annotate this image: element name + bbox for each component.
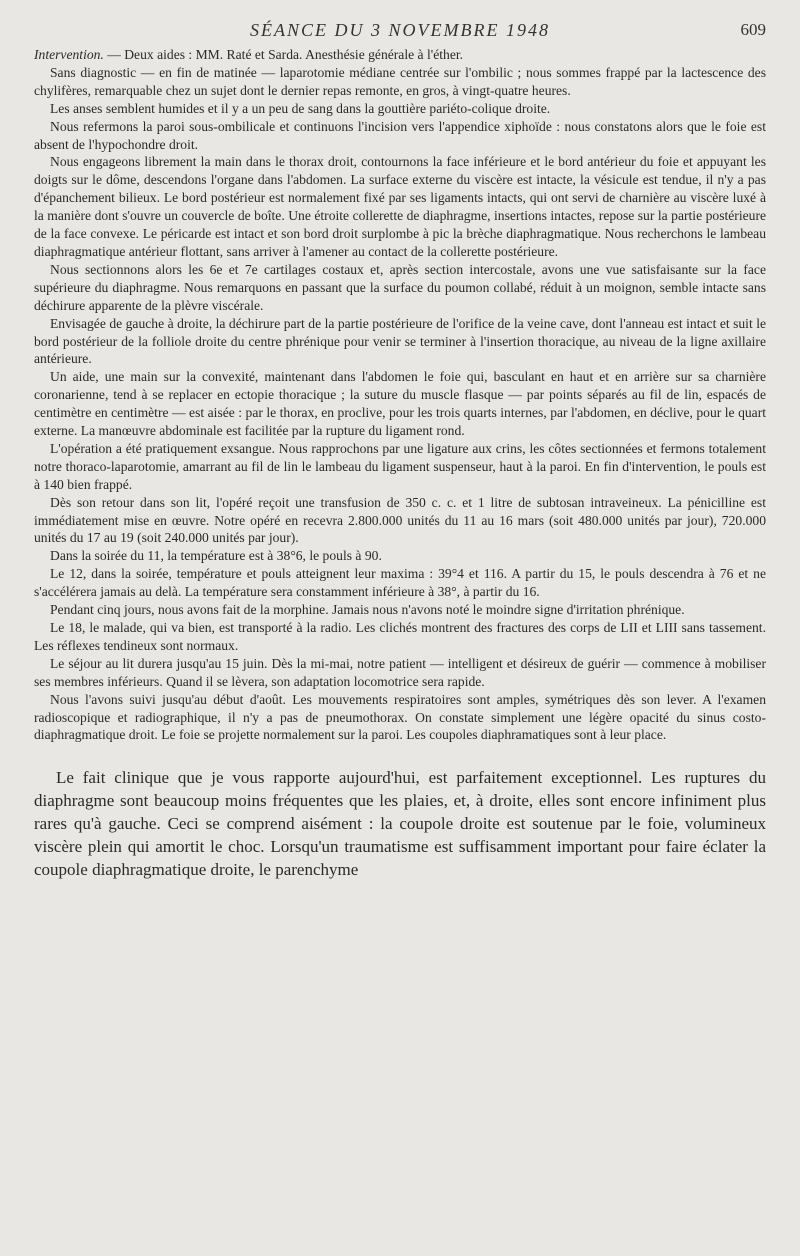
- running-title: SÉANCE DU 3 NOVEMBRE 1948: [250, 20, 550, 40]
- paragraph: Pendant cinq jours, nous avons fait de la morphine. Jamais nous n'avons noté le moindre signe d'irritation phrénique.: [50, 602, 685, 618]
- lead-text: — Deux aides : MM. Raté et Sarda. Anesthésie générale à l'éther.: [107, 47, 464, 62]
- lead-label: Intervention.: [34, 47, 104, 62]
- paragraph: Sans diagnostic — en fin de matinée — laparotomie médiane centrée sur l'ombilic ; nous sommes frappé par la lactescence des chylifères, remarquable chez un sujet dont le dernier repas remonte, en gros, à vingt-quatre heures.: [34, 64, 766, 98]
- paragraph: Dans la soirée du 11, la température est à 38°6, le pouls à 90.: [50, 548, 382, 564]
- paragraph: Nous engageons librement la main dans le thorax droit, contournons la face inférieure et le bord antérieur du foie et appuyant les doigts sur le dôme, descendons l'organe dans l'abdomen. La surface externe du viscère est intacte, la vésicule est tendue, il n'y a pas d'épanchement bilieux. Le bord postérieur est normalement fixé par ses ligaments intacts, qui ont servi de charnière au viscère luxé à la manière dont s'ouvre un couvercle de boîte. Une étroite collerette de diaphragme, insertions intactes, repose sur la partie postérieure de la face convexe. Le péricarde est intact et son bord droit surplombe à pic la brèche diaphragmatique. Nous recherchons le lambeau diaphragmatique antérieur flottant, sans arriver à l'amener au contact de la collerette postérieure.: [34, 154, 766, 259]
- paragraph: Nous sectionnons alors les 6e et 7e cartilages costaux et, après section intercostale, avons une vue satisfaisante sur la face supérieure du diaphragme. Nous remarquons en passant que la surface du poumon collabé, réduit à un moignon, semble intacte sans déchirure apparente de la plèvre viscérale.: [34, 261, 766, 313]
- discussion-text: [34, 766, 766, 881]
- paragraph: Le séjour au lit durera jusqu'au 15 juin. Dès la mi-mai, notre patient — intelligent et désireux de guérir — commence à mobiliser ses membres inférieurs. Quand il se lèvera, son adaptation locomotrice sera rapide.: [34, 655, 766, 689]
- paragraph: Les anses semblent humides et il y a un peu de sang dans la gouttière pariéto-colique droite.: [50, 100, 551, 116]
- paragraph: L'opération a été pratiquement exsangue. Nous rapprochons par une ligature aux crins, les côtes sectionnées et fermons totalement notre thoraco-laparotomie, amarrant au fil de lin le lambeau du ligament suspenseur, haut à la paroi. En fin d'intervention, le pouls est à 140 bien frappé.: [34, 440, 766, 492]
- paragraph: Le 12, dans la soirée, température et pouls atteignent leur maxima : 39°4 et 116. A partir du 15, le pouls descendra à 76 et ne s'accélérera jamais au delà. La température sera constamment inférieure à 38°, à partir du 16.: [34, 566, 766, 600]
- large-paragraph: Le fait clinique que je vous rapporte aujourd'hui, est parfaitement exceptionnel. Les ruptures du diaphragme sont beaucoup moins fréquentes que les plaies, et, à droite, elles sont encore infiniment plus rares qu'à gauche. Ceci se comprend aisément : la coupole droite est soutenue par le foie, volumineux viscère plein qui amortit le choc. Lorsqu'un traumatisme est suffisamment important pour faire éclater la coupole diaphragmatique droite, le parenchyme: [34, 768, 766, 880]
- lead-paragraph: [34, 46, 766, 64]
- paragraph: Nous refermons la paroi sous-ombilicale et continuons l'incision vers l'appendice xiphoïde : nous constatons alors que le foie est absent de l'hypochondre droit.: [34, 118, 766, 152]
- paragraph: Dès son retour dans son lit, l'opéré reçoit une transfusion de 350 c. c. et 1 litre de subtosan intraveineux. La pénicilline est immédiatement mise en œuvre. Notre opéré en recevra 2.800.000 unités du 11 au 16 mars (soit 480.000 unités par jour), 720.000 unités du 17 au 19 (soit 240.000 unités par jour).: [34, 494, 766, 546]
- paragraph: Envisagée de gauche à droite, la déchirure part de la partie postérieure de l'orifice de la veine cave, dont l'anneau est intact et suit le bord postérieur de la folliole droite du centre phrénique pour venir se terminer à l'insertion thoracique, au niveau de la ligne axillaire antérieure.: [34, 315, 766, 367]
- page-header: [34, 20, 766, 46]
- page-number: 609: [740, 20, 766, 39]
- paragraph: Nous l'avons suivi jusqu'au début d'août. Les mouvements respiratoires sont amples, symétriques dès son lever. A l'examen radioscopique et radiographique, il n'y a pas de pneumothorax. On constate simplement une légère opacité du sinus costo-diaphragmatique droit. Le foie se projette normalement sur la paroi. Les coupoles diaphramatiques sont à leur place.: [34, 691, 766, 743]
- paragraph: Le 18, le malade, qui va bien, est transporté à la radio. Les clichés montrent des fractures des corps de LII et LIII sans tassement. Les réflexes tendineux sont normaux.: [34, 620, 766, 653]
- body-text: [34, 46, 766, 744]
- paragraph: Un aide, une main sur la convexité, maintenant dans l'abdomen le foie qui, basculant en haut et en arrière sur sa charnière coronarienne, tend à se replacer en ectopie thoracique ; la suture du muscle flasque — par points séparés au fil de lin, espacés de centimètre en centimètre — est aisée : par le thorax, en proclive, pour les trois quarts internes, par l'abdomen, en déclive, pour le quart externe. La manœuvre abdominale est facilitée par la rupture du ligament rond.: [34, 369, 766, 439]
